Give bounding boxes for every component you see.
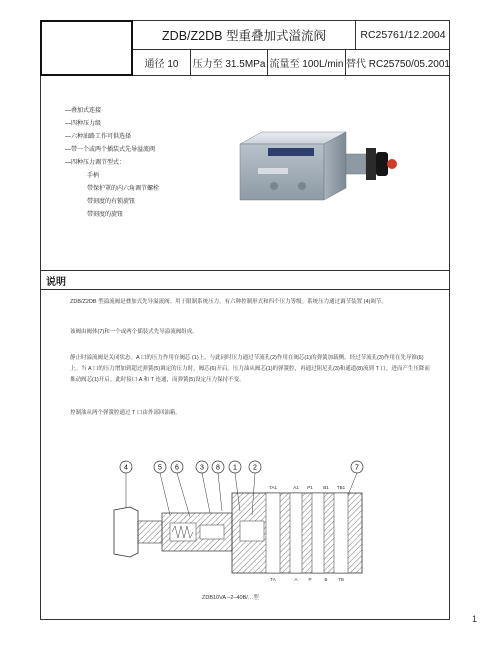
sectional-drawing [100,455,390,590]
svg-text:3: 3 [200,464,204,472]
callout [351,461,363,473]
port-label: P1 [307,485,313,490]
spec-row [133,50,450,76]
spec-replaces: 替代 RC25750/05.2001 [346,59,450,70]
feature-item: —四种压力级 [65,121,102,127]
callout [120,461,132,473]
callout [196,461,208,473]
description-paragraph: 控制油从两个弹簧腔通过 T 口由外部回油箱。 [70,410,181,416]
callout [249,461,261,473]
svg-text:4: 4 [124,464,128,472]
port-label: P [308,577,312,582]
svg-text:5: 5 [158,464,162,472]
port-label: B1 [323,485,329,490]
section-divider [40,289,450,290]
description-paragraph: 该阀由阀体(7)和一个或两个插装式先导溢流阀组成。 [70,329,198,335]
feature-list [65,108,235,225]
section-title: 说明 [46,277,66,288]
spec-diameter: 通径 10 [133,50,191,75]
svg-text:1: 1 [233,464,237,472]
callout [229,461,241,473]
logo-box [40,20,133,76]
feature-item: —带一个或两个插装式先导溢流阀 [65,147,156,153]
svg-text:7: 7 [355,464,359,472]
port-label: A1 [293,485,299,490]
adjustment-item: 带刻度的旋钮 [87,212,124,218]
page-mark: 1 [472,614,478,624]
port-label: TA [270,577,276,582]
description-paragraph: ZDB/Z2DB 型溢流阀是叠加式先导溢流阀。用于限制系统压力。有六种控制形式和四个压力等级。系统压力通过调节装置 (4)调节。 [70,299,387,305]
svg-text:2: 2 [253,464,257,472]
spec-pressure: 压力至 31.5MPa [191,50,268,75]
port-label: B [324,577,328,582]
svg-text:6: 6 [175,464,179,472]
section-divider [40,270,450,271]
feature-item: —四种压力调节型式： [65,160,126,166]
adjustment-item: 手柄 [87,173,100,179]
port-label: TB [338,577,344,582]
port-label: TA1 [269,485,277,490]
feature-item: —叠加式连接 [65,108,102,114]
callout [154,461,166,473]
adjustment-item: 带刻度的有锁旋钮 [87,199,136,205]
spec-flow: 流量至 100L/min [268,50,346,75]
callout [171,461,183,473]
feature-item: —六种油路工作可供选择 [65,134,132,140]
port-label: A [294,577,298,582]
description-paragraph: 静止时溢流阀是关闭状态。A 口的压力作用在阀芯 (1)上。与此同时压力通过节流孔(2)作用在阀芯(1)的弹簧加载侧。经过节流孔(3)作用在先导锥(6)上。当 A 口的压力增加到超过弹簧(5)调定的压力时，阀芯(6)开启。压力油从阀芯(1)的弹簧腔，再通过阻尼孔(3)和通道(8)流到 T 口。进而产生压降而推动阀芯(1)开启。此时接口 A 和 T 连通，而弹簧(5)设定压力保持不变。 [70,355,430,383]
svg-text:8: 8 [216,464,220,472]
drawing-caption: ZDB10VA –2–40B/…型 [202,595,259,601]
page-title: ZDB/Z2DB 型重叠加式溢流阀 [133,20,356,50]
port-label: TB1 [336,485,346,490]
adjustment-item: 带保护罩的内六角调节螺栓 [87,186,160,192]
product-image [228,122,398,212]
callout [212,461,224,473]
document-code: RC25761/12.2004 [356,20,450,50]
